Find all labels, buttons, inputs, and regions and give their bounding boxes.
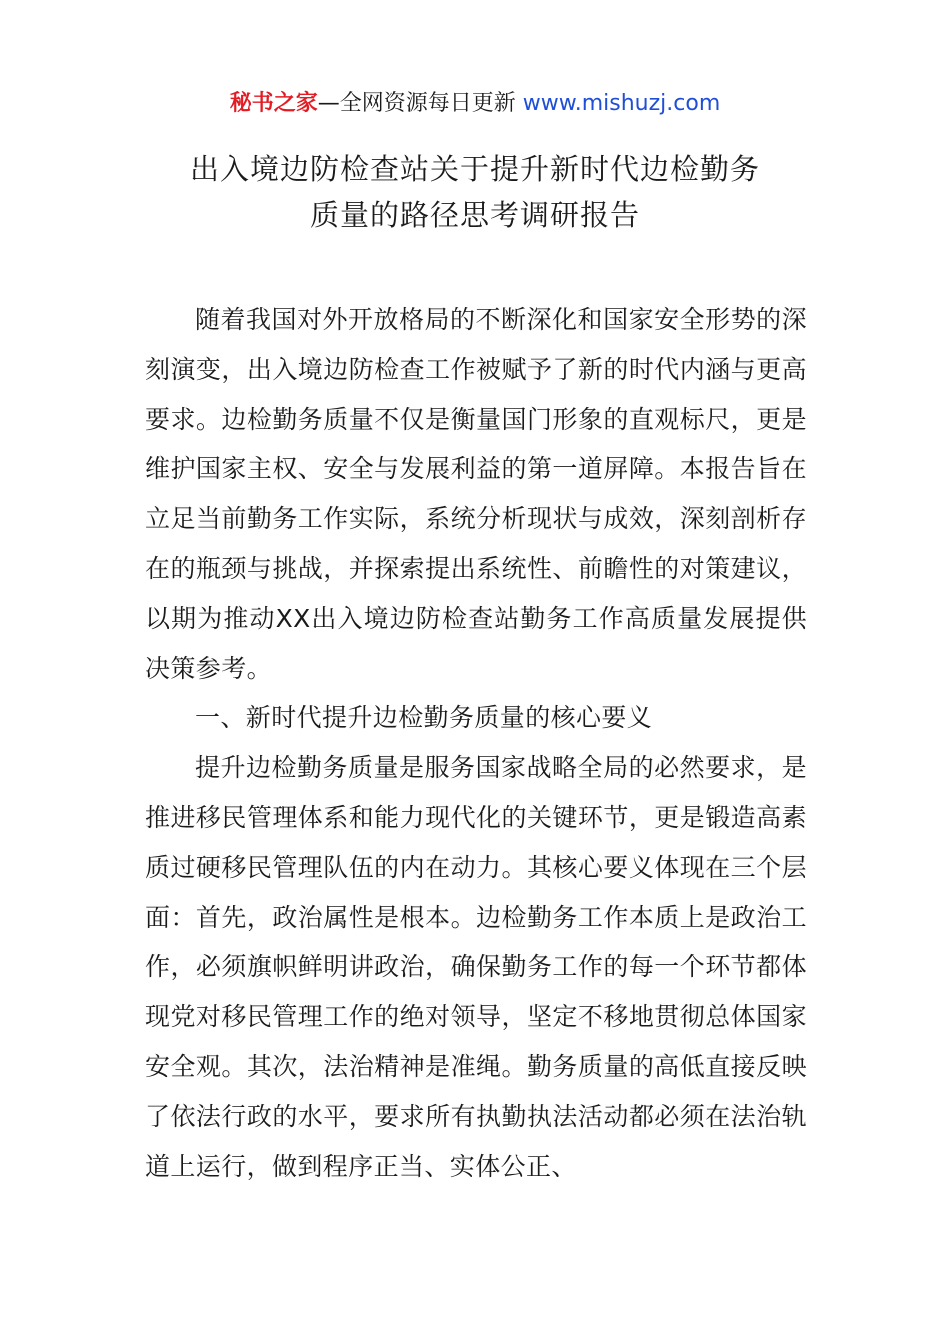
site-url-link[interactable]: www.mishuzj.com (522, 91, 721, 116)
section-heading: 一、新时代提升边检勤务质量的核心要义 (195, 703, 653, 733)
intro-paragraph: 随着我国对外开放格局的不断深化和国家安全形势的深刻演变，出入境边防检查工作被赋予了新的时代内涵与更高要求。边检勤务质量不仅是衡量国门形象的直观标尺，更是维护国家主权、安全与发展利益的第一道屏障。本报告旨在立足当前勤务工作实际，系统分析现状与成效，深刻剖析存在的瓶颈与挑战，并探索提出系统性、前瞻性的对策建议，以期为推动XX出入境边防检查站勤务工作高质量发展提供决策参考。 (145, 305, 807, 683)
document-body (145, 295, 807, 1191)
document-title (0, 146, 950, 238)
body-paragraph: 提升边检勤务质量是服务国家战略全局的必然要求，是推进移民管理体系和能力现代化的关键环节，更是锻造高素质过硬移民管理队伍的内在动力。其核心要义体现在三个层面：首先，政治属性是根本。边检勤务工作本质上是政治工作，必须旗帜鲜明讲政治，确保勤务工作的每一个环节都体现党对移民管理工作的绝对领导，坚定不移地贯彻总体国家安全观。其次，法治精神是准绳。勤务质量的高低直接反映了依法行政的水平，要求所有执勤执法活动都必须在法治轨道上运行，做到程序正当、实体公正、 (145, 753, 807, 1181)
header-tagline: —全网资源每日更新 (317, 91, 523, 116)
site-header (0, 86, 950, 122)
title-line-1: 出入境边防检查站关于提升新时代边检勤务 (189, 152, 760, 186)
title-line-2: 质量的路径思考调研报告 (309, 198, 640, 232)
brand-name: 秘书之家 (229, 91, 318, 116)
